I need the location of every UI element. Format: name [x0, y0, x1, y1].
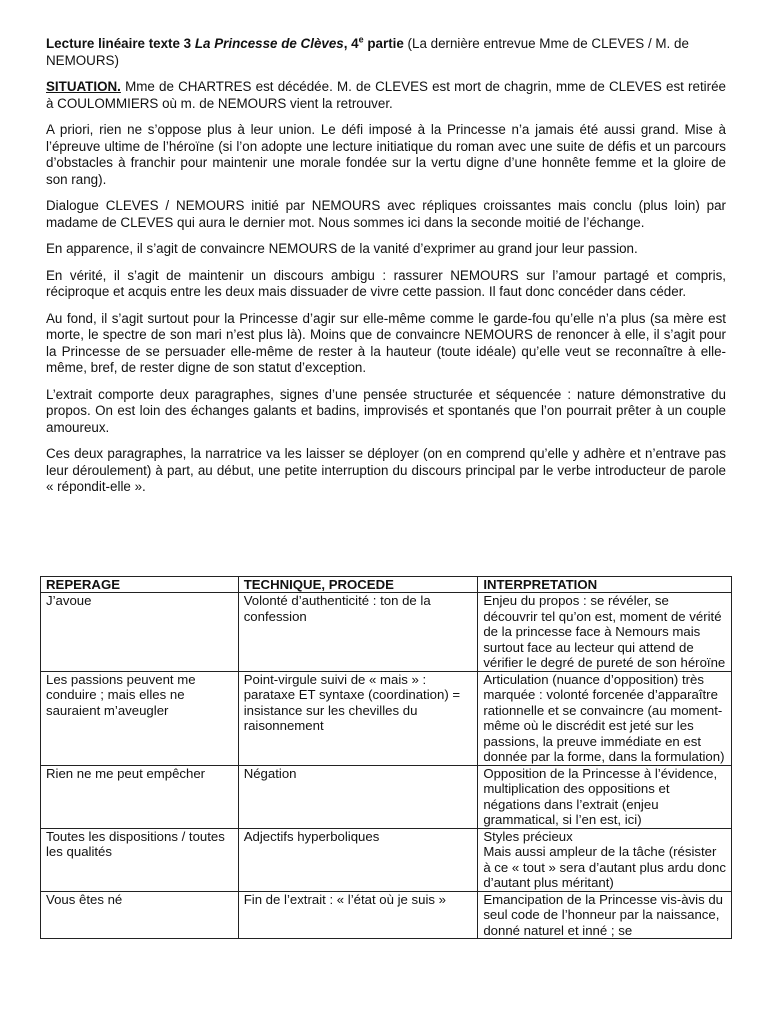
cell-interpretation: [478, 828, 732, 891]
cell-technique: Point-virgule suivi de « mais » : parataxe ET syntaxe (coordination) = insistance sur les chevilles du raisonnement: [238, 671, 478, 765]
paragraph-a-priori: A priori, rien ne s’oppose plus à leur union. Le défi imposé à la Princesse n’a jamais été aussi grand. Mise à l’épreuve ultime de l’héroïne (si l’on adopte une lecture initiatique du roman avec une suite de défis et un parcours d’obstacles à franchir pour maintenir une morale fondée sur la vertu digne d’une honnête femme et la gloire de son rang).: [46, 122, 726, 187]
situation-label: SITUATION.: [46, 79, 121, 94]
header-interpretation: INTERPRETATION: [478, 577, 732, 593]
table-header-row: [41, 577, 732, 593]
paragraph-narratrice: Ces deux paragraphes, la narratrice va les laisser se déployer (on en comprend qu’elle y adhère et n’entrave pas leur déroulement) à part, au début, une petite interruption du discours principal par le verbe introducteur de parole « répondit-elle ».: [46, 446, 726, 494]
table-row: [41, 828, 732, 891]
paragraph-verite: En vérité, il s’agit de maintenir un discours ambigu : rassurer NEMOURS sur l’amour partagé et compris, réciproque et acquis entre les deux mais dissuader de vivre cette passion. Il faut donc concéder dans céder.: [46, 267, 726, 299]
cell-technique: Volonté d’authenticité : ton de la confession: [238, 593, 478, 672]
paragraph-apparence: En apparence, il s’agit de convaincre NEMOURS de la vanité d’exprimer au grand jour leur passion.: [46, 241, 638, 256]
header-reperage: REPERAGE: [41, 577, 239, 593]
cell-technique: Négation: [238, 765, 478, 828]
document-page: [46, 36, 726, 506]
cell-technique: Fin de l’extrait : « l’état où je suis »: [238, 891, 478, 939]
table-row: [41, 765, 732, 828]
table-row: [41, 671, 732, 765]
cell-reperage: Les passions peuvent me conduire ; mais elles ne sauraient m’aveugler: [41, 671, 239, 765]
header-technique: TECHNIQUE, PROCEDE: [238, 577, 478, 593]
interpretation-line: Styles précieux: [483, 828, 573, 844]
table-row: [41, 593, 732, 672]
cell-reperage: Vous êtes né: [41, 891, 239, 939]
cell-interpretation: Enjeu du propos : se révéler, se découvrir tel qu’on est, moment de vérité de la princesse face à Nemours mais surtout face au lecteur qui attend de vérifier le degré de pureté de son héroïne: [478, 593, 732, 672]
cell-reperage: Toutes les dispositions / toutes les qualités: [41, 828, 239, 891]
paragraph-dialogue: Dialogue CLEVES / NEMOURS initié par NEMOURS avec répliques croissantes mais conclu (plus loin) par madame de CLEVES qui aura le dernier mot. Nous sommes ici dans la seconde moitié de l’échange.: [46, 198, 726, 230]
cell-reperage: J’avoue: [41, 593, 239, 672]
cell-technique: Adjectifs hyperboliques: [238, 828, 478, 891]
paragraph-au-fond: Au fond, il s’agit surtout pour la Princesse d’agir sur elle-même comme le garde-fou qu’elle n’a plus (sa mère est morte, le spectre de son mari n’est plus là). Moins que de convaincre NEMOURS de renoncer à elle, il s’agit pour la Princesse de se persuader elle-même de rester à la hauteur (toute idéale) qu’elle veut se reconnaître à elle-même, bref, de rester digne de son statut d’exception.: [46, 310, 726, 375]
cell-interpretation: Emancipation de la Princesse vis-àvis du seul code de l’honneur par la naissance, donné naturel et inné ; se: [478, 891, 732, 939]
situation-paragraph: SITUATION. Mme de CHARTRES est décédée. M. de CLEVES est mort de chagrin, mme de CLEVES est retirée à COULOMMIERS où m. de NEMOURS vient la retrouver.: [46, 79, 726, 111]
document-title: Lecture linéaire texte 3 La Princesse de Clèves, 4e partie (La dernière entrevue Mme de CLEVES / M. de NEMOURS): [46, 34, 689, 68]
cell-interpretation: Articulation (nuance d’opposition) très marquée : volonté forcenée d’apparaître rationnelle et se convaincre (au moment-même où le discrédit est jeté sur les passions, la preuve immédiate en est donnée par la forme, dans la formulation): [478, 671, 732, 765]
paragraph-extrait: L’extrait comporte deux paragraphes, signes d’une pensée structurée et séquencée : nature démonstrative du propos. On est loin des échanges galants et badins, improvisés et spontanés que l’on pourrait prêter à un couple amoureux.: [46, 386, 726, 435]
table-row: [41, 891, 732, 939]
interpretation-line: Mais aussi ampleur de la tâche (résister à ce « tout » sera d’autant plus ardu donc d’autant plus méritant): [483, 844, 726, 890]
analysis-table: [40, 576, 732, 939]
cell-interpretation: Opposition de la Princesse à l’évidence, multiplication des oppositions et négations dans l’extrait (enjeu grammatical, si l’en est, ici): [478, 765, 732, 828]
cell-reperage: Rien ne me peut empêcher: [41, 765, 239, 828]
